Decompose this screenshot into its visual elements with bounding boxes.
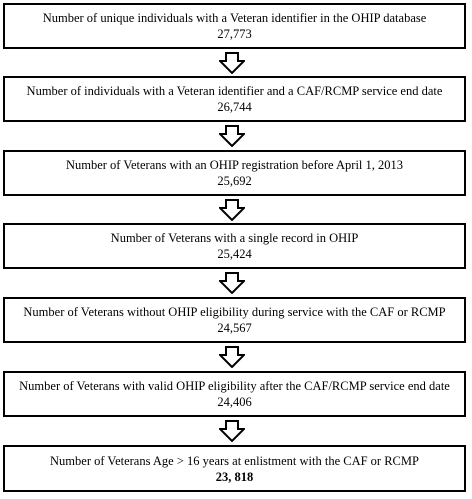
step-box-4 [3, 223, 466, 269]
down-arrow-icon [219, 420, 245, 442]
down-arrow-icon [219, 346, 245, 368]
step-box-2 [3, 76, 466, 122]
step-count: 24,406 [217, 395, 252, 409]
step-label: Number of Veterans with a single record in OHIP [110, 231, 359, 245]
step-box-3 [3, 150, 466, 196]
step-label: Number of Veterans with valid OHIP eligibility after the CAF/RCMP service end date [19, 379, 450, 393]
step-count: 23, 818 [215, 469, 254, 484]
down-arrow-icon [219, 272, 245, 294]
step-count: 24,567 [217, 321, 252, 335]
step-box-7 [3, 445, 466, 492]
step-count: 27,773 [217, 27, 252, 41]
step-label: Number of unique individuals with a Veteran identifier in the OHIP database [42, 11, 427, 25]
step-label: Number of individuals with a Veteran identifier and a CAF/RCMP service end date [26, 84, 443, 98]
step-count: 25,424 [217, 247, 252, 261]
step-box-1 [3, 3, 466, 49]
step-count: 26,744 [217, 100, 252, 114]
down-arrow-icon [219, 125, 245, 147]
down-arrow-icon [219, 199, 245, 221]
step-label: Number of Veterans with an OHIP registration before April 1, 2013 [65, 158, 404, 172]
step-box-6 [3, 371, 466, 417]
step-count: 25,692 [217, 174, 252, 188]
step-label: Number of Veterans Age > 16 years at enlistment with the CAF or RCMP [50, 453, 419, 468]
step-label: Number of Veterans without OHIP eligibility during service with the CAF or RCMP [23, 305, 446, 319]
down-arrow-icon [219, 52, 245, 74]
step-box-5 [3, 297, 466, 343]
